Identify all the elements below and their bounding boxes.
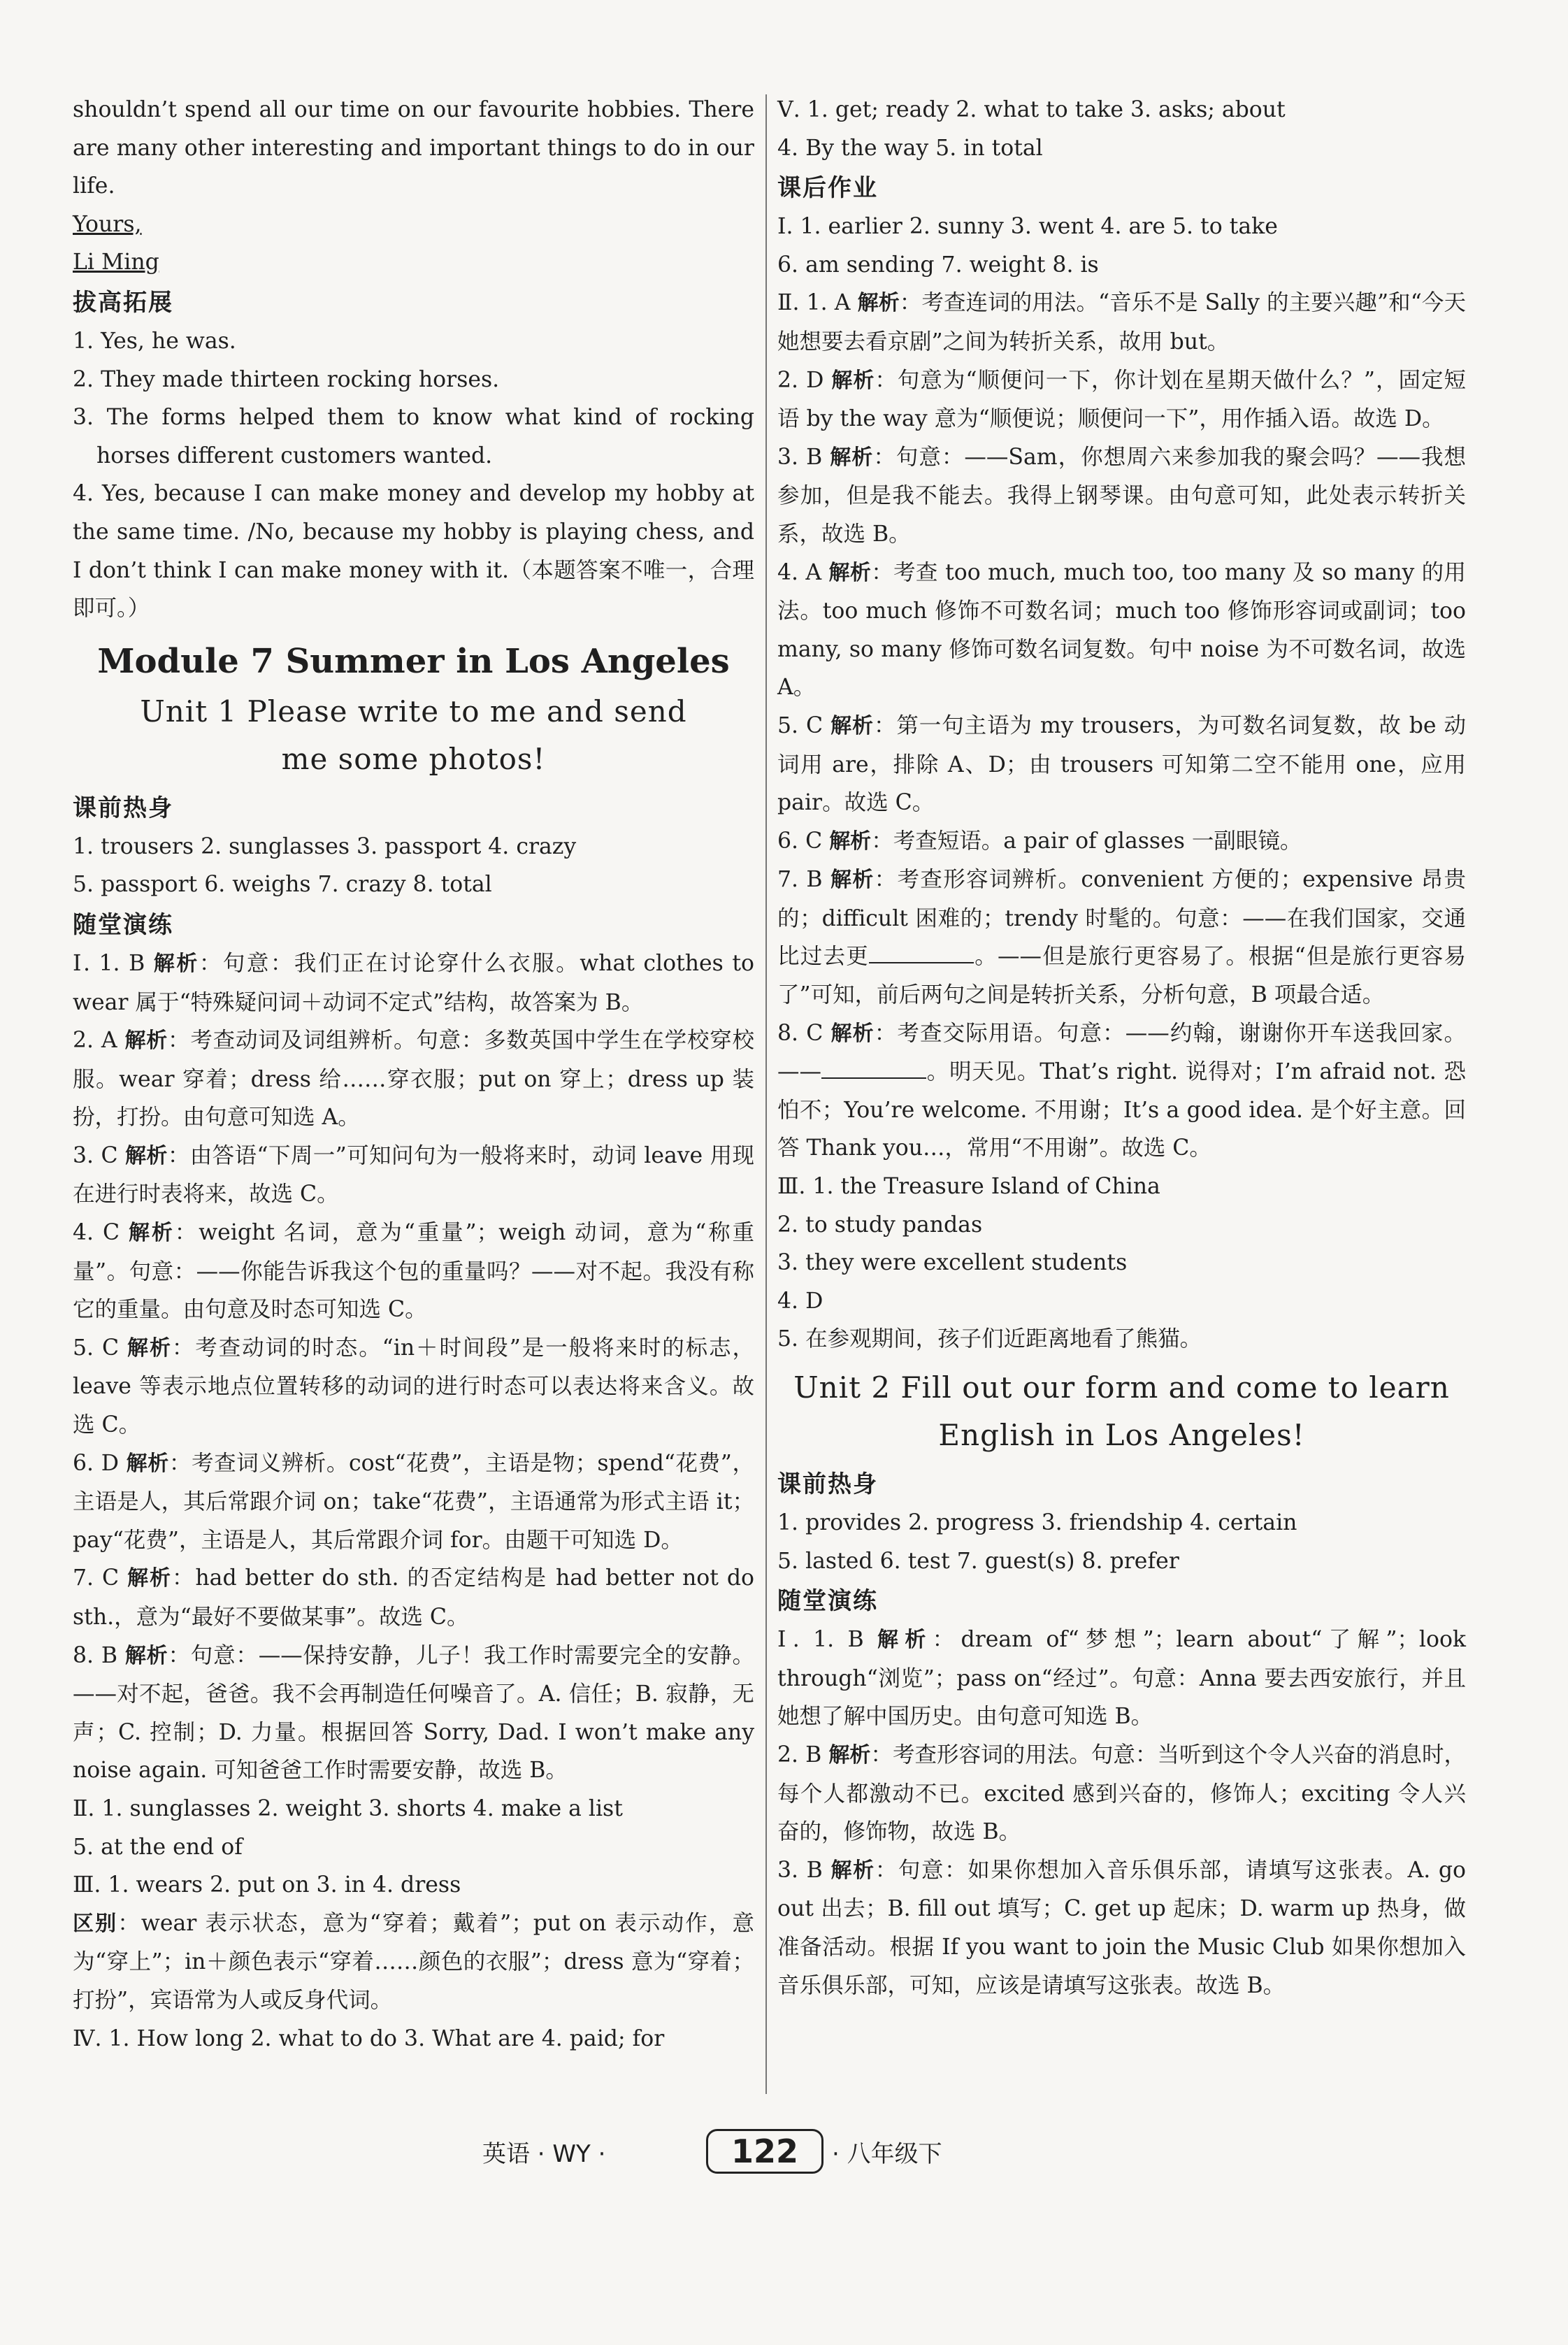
analysis-label: 解析	[830, 868, 875, 893]
analysis-label: 解析	[124, 1028, 168, 1054]
analysis-label: 解析	[831, 368, 875, 393]
unit2-title-cont	[777, 1412, 1466, 1459]
item-number: 3. B	[777, 1857, 831, 1883]
analysis-label: 解析	[830, 1858, 875, 1883]
page-number: 122	[706, 2129, 823, 2174]
analysis-text: ：考查形容词辨析。convenient 方便的；expensive 昂贵的；difficult 困难的；trendy 时髦的。句意：——在我们国家，交通比过去更	[777, 867, 1466, 970]
analysis-text: ：考查形容词的用法。句意：当听到这个令人兴奋的消息时，每个人都激动不已。excited 感到兴奋的，修饰人；exciting 令人兴奋的，修饰物，故选 B。	[777, 1742, 1466, 1845]
warmup-line-1: 1. trousers 2. sunglasses 3. passport 4. crazy	[73, 833, 577, 859]
practice-part3-note	[73, 1905, 754, 2020]
practice-part2-line-1: Ⅱ. 1. sunglasses 2. weight 3. shorts 4. make a list	[73, 1795, 623, 1821]
analysis-text: ：句意：如果你想加入音乐俱乐部，请填写这张表。A. go out 出去；B. fill out 填写；C. get up 起床；D. warm up 热身，做准备活动。根据 If you want to join the Music Club 如果你想加入音乐俱乐部，可知，应该是请填写这张表。故选 B。	[777, 1857, 1467, 1998]
warmup2-line-2: 5. lasted 6. test 7. guest(s) 8. prefer	[777, 1548, 1179, 1574]
item-number: 4. C	[73, 1220, 129, 1246]
practice-part3: Ⅲ. 1. wears 2. put on 3. in 4. dress	[73, 1872, 461, 1898]
analysis-label: 解析	[124, 1643, 168, 1668]
item-number: 3. C	[73, 1142, 125, 1168]
unit2-title	[777, 1364, 1466, 1412]
unit1-title-cont	[73, 736, 754, 783]
homework-part1-line-2: 6. am sending 7. weight 8. is	[777, 252, 1099, 278]
practice-item-7	[73, 1559, 754, 1636]
homework-part1-line-1: Ⅰ. 1. earlier 2. sunny 3. went 4. are 5. to take	[777, 214, 1278, 240]
analysis-label: 解析	[128, 1221, 175, 1246]
analysis-label: 解析	[857, 291, 900, 316]
unit1-title-line2: me some photos!	[281, 741, 546, 776]
homework-part3-line-3: 3. they were excellent students	[777, 1250, 1128, 1276]
unit1-title-line1: Unit 1 Please write to me and send	[140, 694, 687, 729]
right-column	[777, 91, 1466, 2005]
item-number: 5. C	[777, 712, 831, 738]
analysis-label: 解析	[830, 1021, 875, 1046]
analysis-text: ：由答语“下周一”可知问句为一般将来时，动词 leave 用现在进行时表将来，故选 C。	[73, 1142, 755, 1207]
section-heading-warmup: 课前热身	[73, 794, 173, 822]
item-number: 6. C	[777, 828, 830, 854]
practice-item-3	[73, 1137, 754, 1214]
homework-part3-line-5: 5. 在参观期间，孩子们近距离地看了熊猫。	[777, 1326, 1202, 1352]
note-label: 区别	[73, 1911, 118, 1936]
practice-item-2	[73, 1021, 754, 1137]
extend-answer-1: 1. Yes, he was.	[73, 328, 236, 354]
homework-item-7	[777, 861, 1466, 1014]
analysis-label: 解析	[126, 1451, 169, 1476]
practice-part4: Ⅳ. 1. How long 2. what to do 3. What are 4. paid; for	[73, 2025, 665, 2051]
analysis-text: ：考查连词的用法。“音乐不是 Sally 的主要兴趣”和“今天她想要去看京剧”之间为转折关系，故用 but。	[777, 290, 1467, 354]
letter-sign-off: Yours,	[73, 211, 142, 237]
practice2-item-2	[777, 1736, 1466, 1851]
page-footer	[0, 2129, 1568, 2172]
fill-blank	[821, 1055, 926, 1079]
practice-item-5	[73, 1329, 754, 1444]
analysis-text: ：句意为“顺便问一下，你计划在星期天做什么？”，固定短语 by the way 意为“顺便说；顺便问一下”，用作插入语。故选 D。	[777, 367, 1466, 432]
analysis-label: 解析	[829, 829, 872, 854]
practice-item-6	[73, 1444, 754, 1560]
column-divider	[765, 94, 767, 2094]
analysis-text: ：考查动词的时态。“in＋时间段”是一般将来时的标志，leave 等表示地点位置转移的动词的进行时态可以表达将来含义。故选 C。	[73, 1335, 755, 1438]
section-heading-extend: 拔高拓展	[73, 288, 173, 317]
practice-item-1	[73, 945, 754, 1021]
homework-item-2	[777, 361, 1466, 438]
analysis-text-cont: 。——但是旅行更容易了。根据“但是旅行更容易了”可知，前后两句之间是转折关系，分析句意，B 项最合适。	[777, 944, 1466, 1008]
homework-item-8	[777, 1014, 1466, 1168]
item-number: 2. B	[777, 1742, 829, 1767]
analysis-text: ：考查动词及词组辨析。句意：多数英国中学生在学校穿校服。wear 穿着；dress 给……穿衣服；put on 穿上；dress up 装扮，打扮。由句意可知选 A。	[73, 1028, 754, 1131]
analysis-label: 解析	[153, 951, 199, 976]
item-number: 8. B	[73, 1642, 125, 1668]
extend-answer-3: 3. The forms helped them to know what kind of rocking horses different customers wanted.	[73, 405, 754, 468]
unit1-title	[73, 688, 754, 736]
item-number: 3. B	[777, 444, 830, 470]
item-number: Ⅰ. 1. B	[777, 1627, 877, 1653]
item-number: 7. C	[73, 1565, 128, 1591]
letter-closing-text: shouldn’t spend all our time on our favourite hobbies. There are many other interesting and important things to do in our life.	[73, 97, 754, 199]
analysis-label: 解析	[127, 1335, 172, 1361]
analysis-text-cont: 。明天见。That’s right. 说得对；I’m afraid not. 恐怕不；You’re welcome. 不用谢；It’s a good idea. 是个好主意。回答 Thank you…，常用“不用谢”。故选 C。	[777, 1059, 1466, 1161]
homework-item-1	[777, 284, 1466, 361]
analysis-text: ：第一句主语为 my trousers，为可数名词复数，故 be 动词用 are，排除 A、D；由 trousers 可知第二空不能用 one，应用 pair。故选 C。	[777, 712, 1467, 816]
analysis-label: 解析	[828, 560, 872, 585]
module-title: Module 7 Summer in Los Angeles	[97, 641, 730, 681]
letter-signature: Li Ming	[73, 250, 159, 275]
analysis-label: 解析	[125, 1143, 168, 1168]
section-heading-warmup-2: 课前热身	[777, 1470, 878, 1498]
analysis-text: ：考查词义辨析。cost“花费”，主语是物；spend“花费”，主语是人，其后常跟介词 on；take“花费”，主语通常为形式主语 it；pay“花费”，主语是人，其后常跟介词 for。由题干可知选 D。	[73, 1450, 754, 1553]
note-text: ：wear 表示状态，意为“穿着；戴着”；put on 表示动作，意为“穿上”；in＋颜色表示“穿着……颜色的衣服”；dress 意为“穿着；打扮”，宾语常为人或反身代词。	[73, 1910, 754, 2013]
practice-part5-line-1: Ⅴ. 1. get; ready 2. what to take 3. asks; about	[777, 97, 1286, 122]
item-number: 6. D	[73, 1450, 127, 1476]
practice2-item-1	[777, 1621, 1466, 1736]
analysis-text: ：考查交际用语。句意：——约翰，谢谢你开车送我回家。——	[777, 1020, 1466, 1085]
homework-item-3	[777, 438, 1466, 554]
item-number: 2. D	[777, 367, 832, 393]
analysis-text: ：weight 名词，意为“重量”；weigh 动词，意为“称重量”。句意：——你能告诉我这个包的重量吗？——对不起。我没有称它的重量。由句意及时态可知选 C。	[73, 1220, 755, 1323]
section-heading-homework: 课后作业	[777, 174, 878, 203]
homework-part3-line-2: 2. to study pandas	[777, 1212, 983, 1238]
item-number: 4. A	[777, 559, 829, 585]
practice-part5-line-2: 4. By the way 5. in total	[777, 135, 1043, 161]
practice-part2-line-2: 5. at the end of	[73, 1834, 243, 1860]
analysis-text: ：考查短语。a pair of glasses 一副眼镜。	[871, 828, 1302, 854]
analysis-text: ：dream of“梦想”；learn about“了解”；look through“浏览”；pass on“经过”。句意：Anna 要去西安旅行，并且她想了解中国历史。由句意可知选 B。	[777, 1627, 1467, 1730]
warmup2-line-1: 1. provides 2. progress 3. friendship 4. certain	[777, 1510, 1297, 1535]
section-heading-practice-2: 随堂演练	[777, 1587, 878, 1616]
homework-part3-line-4: 4. D	[777, 1288, 823, 1314]
footer-subject: 英语 · WY ·	[482, 2140, 606, 2168]
homework-part3-line-1: Ⅲ. 1. the Treasure Island of China	[777, 1174, 1160, 1200]
homework-item-4	[777, 554, 1466, 707]
section-heading-practice: 随堂演练	[73, 910, 173, 939]
analysis-text: ：had better do sth. 的否定结构是 had better not do sth.，意为“最好不要做某事”。故选 C。	[73, 1565, 754, 1630]
footer-grade: · 八年级下	[832, 2140, 942, 2168]
analysis-label: 解析	[877, 1628, 933, 1653]
analysis-label: 解析	[830, 713, 874, 738]
extend-answer-4: 4. Yes, because I can make money and develop my hobby at the same time. /No, because my hobby is playing chess, and I don’t think I can make money with it.（本题答案不唯一，合理即可。）	[73, 481, 754, 622]
practice2-item-3	[777, 1851, 1466, 2005]
item-number: 8. C	[777, 1020, 831, 1046]
unit2-title-line1: Unit 2 Fill out our form and come to learn	[793, 1370, 1450, 1405]
homework-item-5	[777, 707, 1466, 822]
item-number: 5. C	[73, 1335, 128, 1361]
analysis-text: ：考查 too much, much too, too many 及 so many 的用法。too much 修饰不可数名词；much too 修饰形容词或副词；too many, so many 修饰可数名词复数。句中 noise 为不可数名词，故选 A。	[777, 559, 1466, 701]
left-column	[73, 91, 754, 2058]
warmup-line-2: 5. passport 6. weighs 7. crazy 8. total	[73, 872, 492, 898]
analysis-text: ：句意：——Sam，你想周六来参加我的聚会吗？——我想参加，但是我不能去。我得上钢琴课。由句意可知，此处表示转折关系，故选 B。	[777, 444, 1467, 547]
analysis-text: ：句意：——保持安静，儿子！我工作时需要完全的安静。——对不起，爸爸。我不会再制造任何噪音了。A. 信任；B. 寂静，无声；C. 控制；D. 力量。根据回答 Sorry, Dad. I won’t make any noise again. 可知爸爸工作时需要安静，故选 B。	[73, 1642, 754, 1784]
practice-item-8	[73, 1637, 754, 1790]
item-number: 2. A	[73, 1028, 125, 1054]
analysis-label: 解析	[830, 445, 874, 470]
analysis-label: 解析	[828, 1742, 871, 1767]
item-number: 7. B	[777, 867, 830, 893]
fill-blank	[869, 940, 974, 963]
analysis-label: 解析	[127, 1566, 172, 1591]
practice-item-4	[73, 1214, 754, 1329]
homework-item-6	[777, 822, 1466, 861]
item-number: Ⅱ. 1. A	[777, 290, 858, 316]
analysis-text: ：句意：我们正在讨论穿什么衣服。what clothes to wear 属于“特殊疑问词＋动词不定式”结构，故答案为 B。	[73, 950, 755, 1015]
unit2-title-line2: English in Los Angeles!	[938, 1418, 1305, 1452]
extend-answer-2: 2. They made thirteen rocking horses.	[73, 366, 500, 392]
item-number: Ⅰ. 1. B	[73, 950, 154, 976]
